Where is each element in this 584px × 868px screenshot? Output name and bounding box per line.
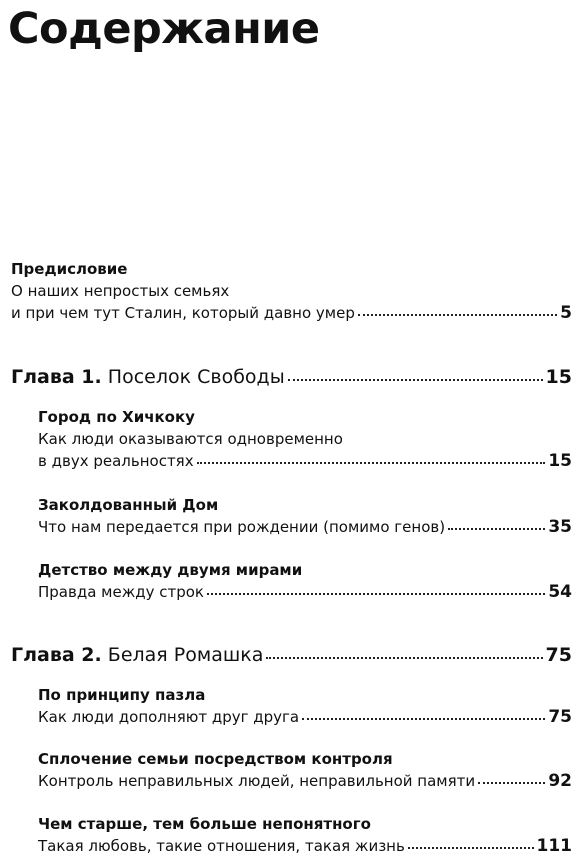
dot-leader — [302, 718, 545, 720]
section-line: Такая любовь, такие отношения, такая жизнь — [38, 837, 405, 855]
chapter-name: Белая Ромашка — [107, 644, 264, 666]
page-number: 5 — [560, 303, 572, 323]
dot-leader — [358, 314, 557, 316]
page-number: 75 — [548, 707, 572, 727]
section-entry — [38, 684, 572, 728]
preface-entry — [11, 258, 572, 324]
dot-leader — [207, 593, 545, 595]
section-entry — [38, 494, 572, 538]
preface-line: и при чем тут Сталин, который давно умер — [11, 304, 355, 322]
preface-heading: Предисловие — [11, 260, 128, 278]
preface-line: О наших непростых семьях — [11, 282, 230, 300]
page-number: 35 — [548, 517, 572, 537]
page-number: 75 — [545, 644, 572, 666]
section-heading: Детство между двумя мирами — [38, 561, 303, 579]
dot-leader — [288, 379, 543, 381]
chapter-entry — [11, 642, 572, 668]
section-entry — [38, 813, 572, 857]
dot-leader — [197, 462, 546, 464]
dot-leader — [478, 782, 545, 784]
page-number: 111 — [536, 836, 572, 856]
section-heading: Город по Хичкоку — [38, 408, 195, 426]
chapter-name: Поселок Свободы — [107, 366, 285, 388]
section-line: Как люди оказываются одновременно — [38, 430, 343, 448]
dot-leader — [408, 847, 534, 849]
section-heading: Чем старше, тем больше непонятного — [38, 815, 371, 833]
preface-line-with-page — [11, 302, 572, 324]
section-heading: Заколдованный Дом — [38, 496, 219, 514]
section-line: Как люди дополняют друг друга — [38, 708, 300, 726]
section-entry — [38, 406, 572, 472]
page-number: 54 — [548, 582, 572, 602]
page-number: 92 — [548, 771, 572, 791]
section-heading: Сплочение семьи посредством контроля — [38, 750, 393, 768]
section-line: в двух реальностях — [38, 452, 194, 470]
section-entry — [38, 559, 572, 603]
section-heading: По принципу пазла — [38, 686, 206, 704]
section-line: Правда между строк — [38, 583, 204, 601]
chapter-label: Глава 1. — [11, 366, 102, 388]
section-line: Что нам передается при рождении (помимо генов) — [38, 518, 446, 536]
dot-leader — [448, 528, 545, 530]
page-title: Содержание — [8, 4, 320, 54]
chapter-label: Глава 2. — [11, 644, 102, 666]
dot-leader — [266, 657, 542, 659]
chapter-entry — [11, 364, 572, 390]
page-number: 15 — [548, 451, 572, 471]
page-number: 15 — [545, 366, 572, 388]
section-entry — [38, 748, 572, 792]
section-line: Контроль неправильных людей, неправильной памяти — [38, 772, 476, 790]
